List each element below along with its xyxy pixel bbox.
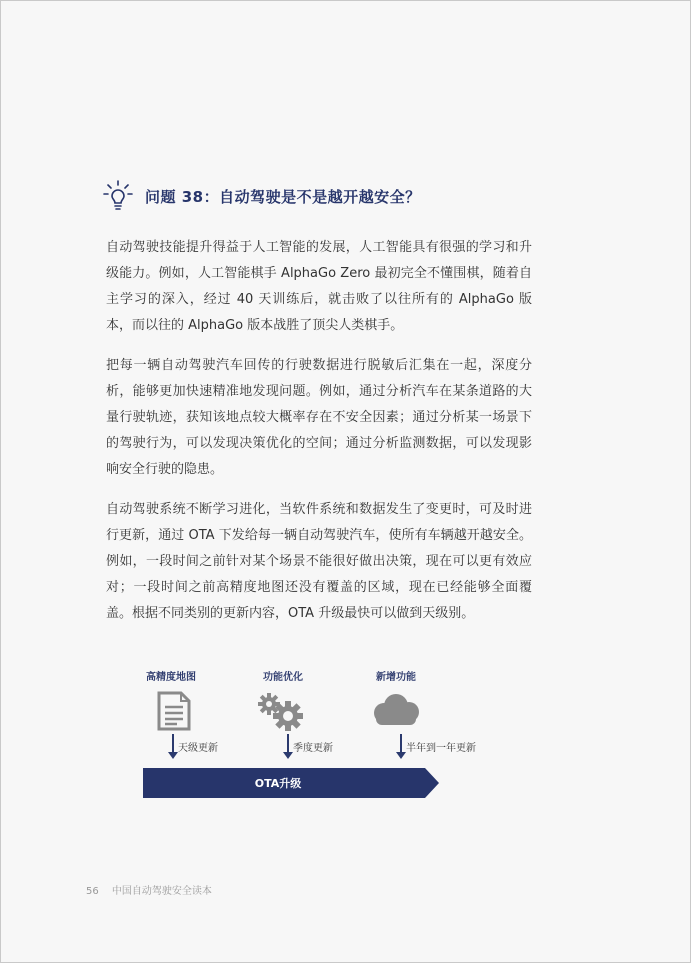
arrow-3 (400, 734, 402, 754)
cloud-icon (370, 693, 422, 727)
frequency-label-3: 半年到一年更新 (406, 743, 476, 754)
column-label-hd-map: 高精度地图 (146, 672, 196, 683)
arrow-2 (287, 734, 289, 754)
paragraph-3: 自动驾驶系统不断学习进化，当软件系统和数据发生了变更时，可及时进行更新，通过 OTA 下发给每一辆自动驾驶汽车，使所有车辆越开越安全。例如，一段时间之前针对某个场景不能很好做出决策，现在可以更有效应对；一段时间之前高精度地图还没有覆盖的区域，现在已经能够全面覆盖。根据不同类别的更新内容，OTA 升级最快可以做到天级别。 (106, 502, 532, 621)
page-footer (86, 882, 212, 897)
paragraph-2: 把每一辆自动驾驶汽车回传的行驶数据进行脱敏后汇集在一起，深度分析，能够更加快速精准地发现问题。例如，通过分析汽车在某条道路的大量行驶轨迹，获知该地点较大概率存在不安全因素；通过分析某一场景下的驾驶行为，可以发现决策优化的空间；通过分析监测数据，可以发现影响安全行驶的隐患。 (106, 358, 532, 477)
gears-icon (258, 693, 306, 731)
arrow-head-1 (168, 752, 178, 759)
document-icon (157, 691, 191, 731)
arrow-1 (172, 734, 174, 754)
arrow-head-2 (283, 752, 293, 759)
page-title: 问题 38：自动驾驶是不是越开越安全？ (145, 187, 421, 206)
paragraph-1: 自动驾驶技能提升得益于人工智能的发展，人工智能具有很强的学习和升级能力。例如，人工智能棋手 AlphaGo Zero 最初完全不懂围棋，随着自主学习的深入，经过 40 天训练后，就击败了以往所有的 AlphaGo 版本，而以往的 AlphaGo 版本战胜了顶尖人类棋手。 (106, 240, 532, 333)
ota-bar-label: OTA升级 (254, 777, 302, 790)
frequency-label-2: 季度更新 (293, 743, 333, 754)
column-label-new-function: 新增功能 (376, 672, 416, 683)
column-label-function-opt: 功能优化 (263, 672, 303, 683)
arrow-head-3 (396, 752, 406, 759)
frequency-label-1: 天级更新 (178, 743, 218, 754)
page-number: 56 (86, 886, 99, 897)
book-title: 中国自动驾驶安全读本 (111, 886, 212, 897)
